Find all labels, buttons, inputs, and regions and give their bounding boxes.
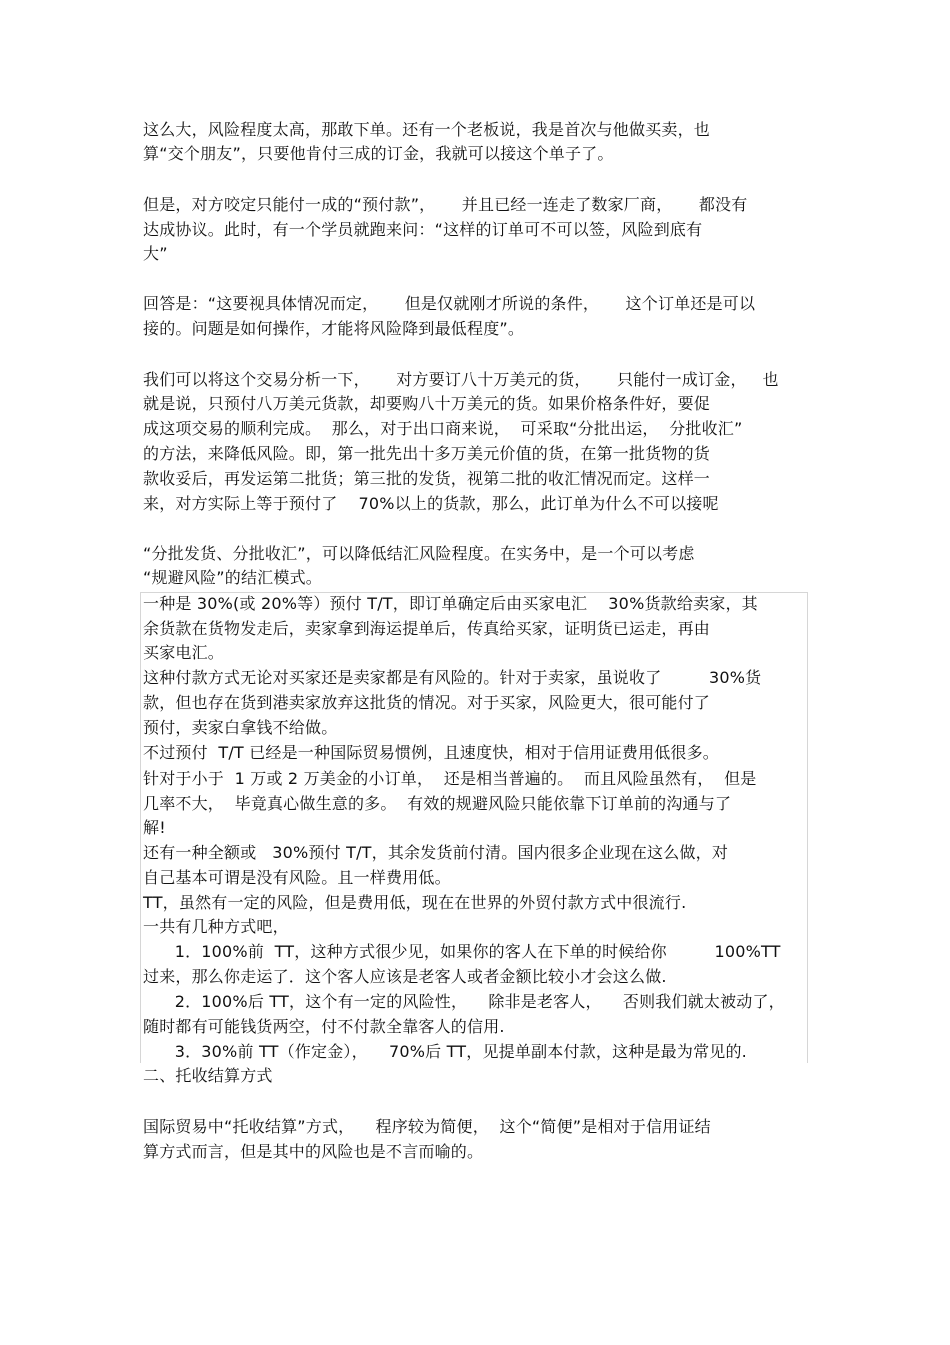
boxed-line-4: 这种付款方式无论对买家还是卖家都是有风险的。针对于卖家，虽说收了 30%货 — [143, 668, 762, 687]
boxed-line-1: 一种是 30%(或 20%等）预付 T/T，即订单确定后由买家电汇 30%货款给卖家，其 — [143, 594, 758, 613]
boxed-line-5: 款，但也存在货到港卖家放弃这批货的情况。对于买家，风险更大，很可能付了 — [143, 693, 711, 712]
paragraph-4-line-3: 成这项交易的顺利完成。 那么，对于出口商来说， 可采取“分批出运， 分批收汇” — [143, 419, 743, 438]
final-paragraph-line-2: 算方式而言，但是其中的风险也是不言而喻的。 — [143, 1142, 484, 1161]
paragraph-5-line-2: “规避风险”的结汇模式。 — [143, 568, 322, 587]
boxed-line-10: 解! — [143, 818, 166, 837]
boxed-line-15: 1．100%前 TT，这种方式很少见，如果你的客人在下单的时候给你 100%TT — [143, 942, 781, 961]
boxed-line-3: 买家电汇。 — [143, 643, 225, 662]
boxed-line-9: 几率不大， 毕竟真心做生意的多。 有效的规避风险只能依靠下订单前的沟通与了 — [143, 794, 732, 813]
paragraph-4-line-2: 就是说，只预付八万美元货款，却要购八十万美元的货。如果价格条件好，要促 — [143, 394, 711, 413]
boxed-line-8: 针对于小于 1 万或 2 万美金的小订单， 还是相当普遍的。 而且风险虽然有， 但是 — [143, 769, 757, 788]
section-heading: 二、托收结算方式 — [143, 1066, 273, 1085]
paragraph-3-line-1: 回答是：“这要视具体情况而定， 但是仅就刚才所说的条件， 这个订单还是可以 — [143, 294, 756, 313]
boxed-line-18: 随时都有可能钱货两空，付不付款全靠客人的信用. — [143, 1017, 505, 1036]
paragraph-2-line-2: 达成协议。此时，有一个学员就跑来问：“这样的订单可不可以签，风险到底有 — [143, 220, 703, 239]
boxed-line-19: 3．30%前 TT（作定金）， 70%后 TT，见提单副本付款，这种是最为常见的. — [143, 1042, 747, 1061]
paragraph-4-line-5: 款收妥后，再发运第二批货；第三批的发货，视第二批的收汇情况而定。这样一 — [143, 469, 711, 488]
paragraph-4-line-1: 我们可以将这个交易分析一下， 对方要订八十万美元的货， 只能付一成订金， 也 — [143, 370, 779, 389]
boxed-line-6: 预付，卖家白拿钱不给做。 — [143, 718, 338, 737]
boxed-line-14: 一共有几种方式吧， — [143, 917, 289, 936]
paragraph-2-line-1: 但是，对方咬定只能付一成的“预付款”， 并且已经一连走了数家厂商， 都没有 — [143, 195, 748, 214]
boxed-line-16: 过来，那么你走运了．这个客人应该是老客人或者金额比较小才会这么做. — [143, 967, 667, 986]
paragraph-5-line-1: “分批发货、分批收汇”，可以降低结汇风险程度。在实务中，是一个可以考虑 — [143, 544, 695, 563]
paragraph-4-line-6: 来，对方实际上等于预付了 70%以上的货款，那么，此订单为什么不可以接呢 — [143, 494, 719, 513]
final-paragraph-line-1: 国际贸易中“托收结算”方式， 程序较为简便， 这个“简便”是相对于信用证结 — [143, 1117, 711, 1136]
boxed-line-12: 自己基本可谓是没有风险。且一样费用低。 — [143, 868, 451, 887]
paragraph-4-line-4: 的方法，来降低风险。即，第一批先出十多万美元价值的货，在第一批货物的货 — [143, 444, 711, 463]
boxed-line-7: 不过预付 T/T 已经是一种国际贸易惯例，且速度快，相对于信用证费用低很多。 — [143, 743, 719, 762]
paragraph-3-line-2: 接的。问题是如何操作，才能将风险降到最低程度”。 — [143, 319, 525, 338]
paragraph-1-line-2: 算“交个朋友”，只要他肯付三成的订金，我就可以接这个单子了。 — [143, 144, 614, 163]
paragraph-1-line-1: 这么大，风险程度太高，那敢下单。还有一个老板说，我是首次与他做买卖，也 — [143, 120, 711, 139]
boxed-line-11: 还有一种全额或 30%预付 T/T，其余发货前付清。国内很多企业现在这么做，对 — [143, 843, 729, 862]
boxed-line-2: 余货款在货物发走后，卖家拿到海运提单后，传真给买家，证明货已运走，再由 — [143, 619, 711, 638]
boxed-line-13: TT，虽然有一定的风险，但是费用低，现在在世界的外贸付款方式中很流行. — [143, 893, 687, 912]
boxed-line-17: 2．100%后 TT，这个有一定的风险性， 除非是老客人， 否则我们就太被动了， — [143, 992, 785, 1011]
paragraph-2-line-3: 大” — [143, 244, 168, 263]
